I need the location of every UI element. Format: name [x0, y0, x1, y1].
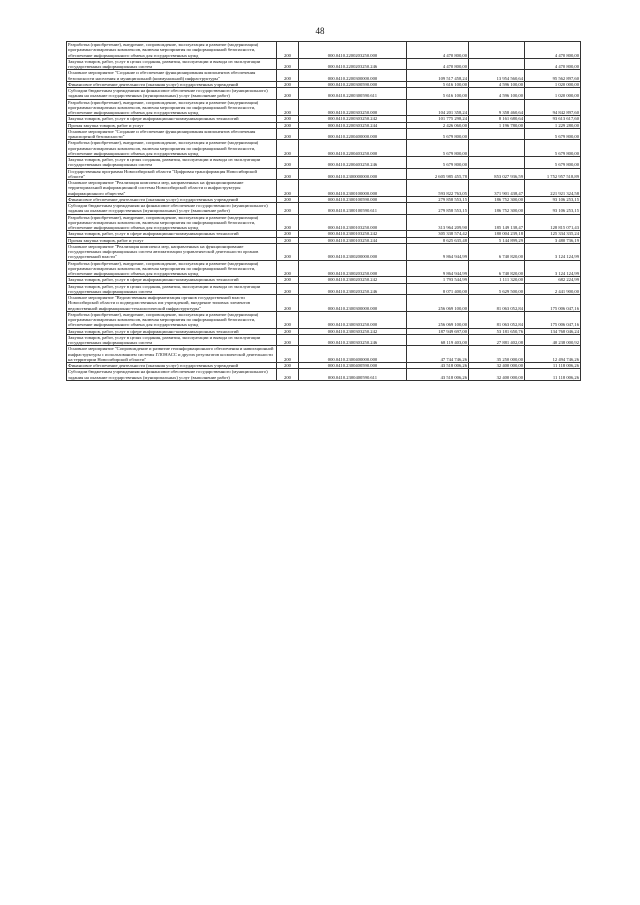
row-classification-code: 000.0410.2300303250.246	[299, 334, 407, 346]
table-row	[67, 99, 581, 116]
row-amount-2: 4 596 100,00	[469, 81, 525, 87]
row-classification-code: 000.0410.2300203250.000	[299, 260, 407, 277]
table-row	[67, 157, 581, 169]
row-code: 200	[277, 168, 299, 180]
row-classification-code: 000.0410.2200303250.244	[299, 122, 407, 128]
table-row	[67, 42, 581, 59]
row-amount-2: 6 740 820,00	[469, 243, 525, 260]
row-name: Основное мероприятие "Реализация комплекса мер, направленных на функционирование территориальной информационной системы Новосибирской области и инфраструктуры информационного общества"	[67, 180, 277, 197]
row-code: 200	[277, 346, 299, 363]
row-total-amount: 5 679 800,00	[407, 157, 469, 169]
row-classification-code: 000.0410.2300100590.000	[299, 196, 407, 202]
row-amount-2: 186 752 300,00	[469, 203, 525, 215]
row-classification-code: 000.0410.2300100590.611	[299, 203, 407, 215]
row-total-amount: 43 518 006,26	[407, 363, 469, 369]
row-amount-3: 93 106 253,15	[525, 196, 581, 202]
row-amount-3: 1 020 000,00	[525, 81, 581, 87]
row-classification-code: 000.0410.2200203250.000	[299, 42, 407, 59]
row-amount-3: 1 020 000,00	[525, 88, 581, 100]
row-amount-3: 128 815 071,43	[525, 214, 581, 231]
row-code: 200	[277, 328, 299, 334]
table-row	[67, 283, 581, 295]
row-amount-3: 95 562 897,60	[525, 70, 581, 82]
table-row	[67, 70, 581, 82]
row-name: Основное мероприятие "Реализация комплекса мер, направленных на функционирование государственных информационных систем автоматизации управленческой деятельности органов государственной власти"	[67, 243, 277, 260]
row-amount-2: 1 196 780,00	[469, 122, 525, 128]
row-code: 200	[277, 260, 299, 277]
row-code: 200	[277, 283, 299, 295]
row-amount-2: 5 629 500,00	[469, 283, 525, 295]
row-name: Основное мероприятие "Сопровождение и развитие геоинформационного обеспечения и навигационной инфраструктуры с использованием системы ГЛОНАСС и других результатов космической деятельности на территории Новосибирской области"	[67, 346, 277, 363]
row-amount-2: 371 901 438,47	[469, 180, 525, 197]
budget-table-body	[67, 42, 581, 381]
table-row	[67, 243, 581, 260]
row-total-amount: 2 426 060,00	[407, 122, 469, 128]
row-amount-2: 1 111 320,00	[469, 277, 525, 283]
row-amount-2: 81 063 052,84	[469, 311, 525, 328]
row-name: Субсидии бюджетным учреждениям на финансовое обеспечение государственного (муниципального) задания на оказание государственных (муниципальных) услуг (выполнение работ)	[67, 369, 277, 381]
budget-table	[66, 41, 581, 381]
row-total-amount: 4 470 800,00	[407, 42, 469, 59]
table-row	[67, 58, 581, 70]
row-amount-3: 2 441 900,00	[525, 283, 581, 295]
row-amount-2: 35 250 000,00	[469, 346, 525, 363]
table-row	[67, 369, 581, 381]
row-total-amount: 5 616 100,00	[407, 88, 469, 100]
row-name: Основное мероприятие "Создание и обеспечение функционирования компонентов обеспечения безопасности населения и муниципальной (коммунальной) инфраструктуры"	[67, 70, 277, 82]
row-code: 200	[277, 140, 299, 157]
row-classification-code: 000.0410.2300103250.000	[299, 214, 407, 231]
row-amount-3: 11 118 006,26	[525, 363, 581, 369]
row-amount-2: 186 752 300,00	[469, 196, 525, 202]
row-amount-2: 6 740 820,00	[469, 260, 525, 277]
row-classification-code: 000.0410.2300103250.242	[299, 231, 407, 237]
row-amount-3: 93 613 617,60	[525, 116, 581, 122]
row-classification-code: 000.0410.2300400590.611	[299, 369, 407, 381]
row-code: 200	[277, 42, 299, 59]
row-total-amount: 109 517 458,24	[407, 70, 469, 82]
row-total-amount: 8 071 400,00	[407, 283, 469, 295]
row-amount-2: 185 149 138,47	[469, 214, 525, 231]
row-classification-code: 000.0410.2200403250.000	[299, 140, 407, 157]
row-name: Финансовое обеспечение деятельности (оказания услуг) государственных учреждений	[67, 196, 277, 202]
row-code: 200	[277, 116, 299, 122]
row-code: 200	[277, 295, 299, 312]
row-classification-code: 000.0410.2200303250.242	[299, 116, 407, 122]
row-name: Основное мероприятие "Создание и обеспечение функционирования компонентов обеспечения транспортной безопасности"	[67, 128, 277, 140]
row-amount-2	[469, 128, 525, 140]
row-total-amount: 593 822 763,05	[407, 180, 469, 197]
row-amount-2: 81 063 052,84	[469, 295, 525, 312]
row-amount-2: 9 358 460,64	[469, 99, 525, 116]
row-total-amount: 9 864 944,99	[407, 243, 469, 260]
table-row	[67, 88, 581, 100]
row-code: 200	[277, 88, 299, 100]
row-amount-2: 8 161 680,64	[469, 116, 525, 122]
row-name: Прочая закупка товаров, работ и услуг	[67, 237, 277, 243]
row-code: 200	[277, 231, 299, 237]
table-row	[67, 346, 581, 363]
row-name: Закупка товаров, работ, услуг в сфере информационно-коммуникационных технологий	[67, 116, 277, 122]
table-row	[67, 180, 581, 197]
row-classification-code: 000.0410.2200303250.000	[299, 99, 407, 116]
row-name: Закупка товаров, работ, услуг в целях создания, развития, эксплуатации и вывода из эксплуатации государственных информационных систем	[67, 157, 277, 169]
row-classification-code: 000.0410.2300303250.242	[299, 328, 407, 334]
row-code: 200	[277, 203, 299, 215]
table-row	[67, 128, 581, 140]
row-name: Субсидии бюджетным учреждениям на финансовое обеспечение государственного (муниципального) задания на оказание государственных (муниципальных) услуг (выполнение работ)	[67, 88, 277, 100]
row-amount-3: 3 124 124,99	[525, 260, 581, 277]
row-total-amount: 5 616 100,00	[407, 81, 469, 87]
row-amount-3: 5 679 800,00	[525, 140, 581, 157]
row-amount-3: 4 470 800,00	[525, 42, 581, 59]
row-classification-code: 000.0410.2300203250.242	[299, 277, 407, 283]
row-classification-code: 000.0410.2300000000.000	[299, 168, 407, 180]
row-name: Разработка (приобретение), внедрение, сопровождение, эксплуатация и развитие (модернизация) программно-аппаратных комплексов, включая мероприятия по информационной безопасности, обеспечение информационного обмена для государственных нужд	[67, 140, 277, 157]
table-row	[67, 214, 581, 231]
row-name: Закупка товаров, работ, услуг в сфере информационно-коммуникационных технологий	[67, 231, 277, 237]
row-classification-code: 000.0410.2300103250.244	[299, 237, 407, 243]
table-row	[67, 334, 581, 346]
row-classification-code: 000.0410.2300400590.000	[299, 363, 407, 369]
row-code: 200	[277, 334, 299, 346]
row-amount-2: 4 596 100,00	[469, 88, 525, 100]
row-total-amount: 104 201 358,24	[407, 99, 469, 116]
row-classification-code: 000.0410.2300303250.000	[299, 311, 407, 328]
row-name: Закупка товаров, работ, услуг в сфере информационно-коммуникационных технологий	[67, 277, 277, 283]
row-amount-3: 682 224,99	[525, 277, 581, 283]
row-amount-3: 4 470 800,00	[525, 58, 581, 70]
row-amount-3: 134 768 046,24	[525, 328, 581, 334]
row-total-amount: 313 964 209,90	[407, 214, 469, 231]
row-name: Разработка (приобретение), внедрение, сопровождение, эксплуатация и развитие (модернизация) программно-аппаратных комплексов, включая мероприятия по информационной безопасности, обеспечение информационного обмена для государственных нужд	[67, 99, 277, 116]
table-row	[67, 311, 581, 328]
row-code: 200	[277, 157, 299, 169]
row-name: Закупка товаров, работ, услуг в целях создания, развития, эксплуатации и вывода из эксплуатации государственных информационных систем	[67, 58, 277, 70]
row-name: Финансовое обеспечение деятельности (оказания услуг) государственных учреждений	[67, 363, 277, 369]
row-code: 200	[277, 70, 299, 82]
row-code: 200	[277, 81, 299, 87]
table-row	[67, 168, 581, 180]
row-total-amount: 5 679 800,00	[407, 128, 469, 140]
row-name: Разработка (приобретение), внедрение, сопровождение, эксплуатация и развитие (модернизация) программно-аппаратных комплексов, включая мероприятия по информационной безопасности, обеспечение информационного обмена для государственных нужд	[67, 42, 277, 59]
row-amount-2	[469, 42, 525, 59]
row-amount-2: 13 954 560,64	[469, 70, 525, 82]
row-total-amount: 43 518 006,26	[407, 369, 469, 381]
row-amount-3: 175 006 047,16	[525, 311, 581, 328]
row-amount-2	[469, 140, 525, 157]
row-classification-code: 000.0410.2200300590.000	[299, 81, 407, 87]
row-classification-code: 000.0410.2200403250.246	[299, 157, 407, 169]
row-total-amount: 8 625 635,48	[407, 237, 469, 243]
page-number: 48	[315, 26, 325, 36]
row-amount-3: 175 006 047,16	[525, 295, 581, 312]
row-code: 200	[277, 243, 299, 260]
row-code: 200	[277, 58, 299, 70]
row-total-amount: 4 470 800,00	[407, 58, 469, 70]
row-name: Закупка товаров, работ, услуг в целях создания, развития, эксплуатации и вывода из эксплуатации государственных информационных систем	[67, 283, 277, 295]
row-classification-code: 000.0410.2200203250.246	[299, 58, 407, 70]
row-code: 200	[277, 180, 299, 197]
row-name: Разработка (приобретение), внедрение, сопровождение, эксплуатация и развитие (модернизация) программно-аппаратных комплексов, включая мероприятия по информационной безопасности, обеспечение информационного обмена для государственных нужд	[67, 260, 277, 277]
row-total-amount: 305 338 574,42	[407, 231, 469, 237]
row-classification-code: 000.0410.2300203250.246	[299, 283, 407, 295]
row-total-amount: 1 793 544,99	[407, 277, 469, 283]
table-row	[67, 140, 581, 157]
row-code: 200	[277, 369, 299, 381]
row-amount-3: 12 494 746,26	[525, 346, 581, 363]
row-code: 200	[277, 128, 299, 140]
row-amount-2: 5 144 899,29	[469, 237, 525, 243]
row-amount-3: 11 118 006,26	[525, 369, 581, 381]
row-name: Закупка товаров, работ, услуг в целях создания, развития, эксплуатации и вывода из эксплуатации государственных информационных систем	[67, 334, 277, 346]
row-name: Субсидии бюджетным учреждениям на финансовое обеспечение государственного (муниципального) задания на оказание государственных (муниципальных) услуг (выполнение работ)	[67, 203, 277, 215]
row-name: Прочая закупка товаров, работ и услуг	[67, 122, 277, 128]
row-total-amount: 256 069 100,00	[407, 295, 469, 312]
row-amount-2: 27 881 402,08	[469, 334, 525, 346]
row-total-amount: 101 775 298,24	[407, 116, 469, 122]
row-amount-3: 93 106 253,15	[525, 203, 581, 215]
row-code: 200	[277, 277, 299, 283]
row-total-amount: 279 858 553,15	[407, 203, 469, 215]
row-amount-3: 1 229 280,00	[525, 122, 581, 128]
row-amount-3: 125 334 335,24	[525, 231, 581, 237]
row-amount-2	[469, 58, 525, 70]
row-code: 200	[277, 196, 299, 202]
row-total-amount: 47 744 746,26	[407, 346, 469, 363]
row-amount-3: 40 238 000,92	[525, 334, 581, 346]
row-code: 200	[277, 99, 299, 116]
row-classification-code: 000.0410.2300400000.000	[299, 346, 407, 363]
row-code: 200	[277, 214, 299, 231]
row-amount-3: 94 842 897,60	[525, 99, 581, 116]
row-code: 200	[277, 363, 299, 369]
table-row	[67, 203, 581, 215]
row-classification-code: 000.0410.2200300000.000	[299, 70, 407, 82]
row-classification-code: 000.0410.2300200000.000	[299, 243, 407, 260]
row-total-amount: 5 679 800,00	[407, 140, 469, 157]
row-total-amount: 256 069 100,00	[407, 311, 469, 328]
row-amount-3: 5 679 800,00	[525, 157, 581, 169]
row-classification-code: 000.0410.2300300000.000	[299, 295, 407, 312]
row-total-amount: 187 949 697,00	[407, 328, 469, 334]
row-amount-2: 53 181 650,76	[469, 328, 525, 334]
row-name: Разработка (приобретение), внедрение, сопровождение, эксплуатация и развитие (модернизация) программно-аппаратных комплексов, включая мероприятия по информационной безопасности, обеспечение информационного обмена для государственных нужд	[67, 311, 277, 328]
row-amount-3: 3 480 736,19	[525, 237, 581, 243]
row-amount-2: 853 027 936,59	[469, 168, 525, 180]
row-amount-3: 5 679 800,00	[525, 128, 581, 140]
row-classification-code: 000.0410.2200400000.000	[299, 128, 407, 140]
row-name: Основное мероприятие "Ведомственная информатизация органов государственной власти Новосибирской области и подведомственных им учреждений, внедрение типовых элементов ведомственной информационно-технологической инфраструктуры"	[67, 295, 277, 312]
row-classification-code: 000.0410.2300100000.000	[299, 180, 407, 197]
row-total-amount: 9 864 944,99	[407, 260, 469, 277]
row-name: Разработка (приобретение), внедрение, сопровождение, эксплуатация и развитие (модернизация) программно-аппаратных комплексов, включая мероприятия по информационной безопасности, обеспечение информационного обмена для государственных нужд	[67, 214, 277, 231]
row-code: 200	[277, 311, 299, 328]
row-amount-3: 1 752 957 518,89	[525, 168, 581, 180]
row-code: 200	[277, 122, 299, 128]
row-classification-code: 000.0410.2200300590.611	[299, 88, 407, 100]
row-amount-2	[469, 157, 525, 169]
row-total-amount: 68 119 403,00	[407, 334, 469, 346]
row-name: Финансовое обеспечение деятельности (оказания услуг) государственных учреждений	[67, 81, 277, 87]
row-amount-3: 3 124 124,99	[525, 243, 581, 260]
row-total-amount: 279 858 553,15	[407, 196, 469, 202]
row-name: Государственная программа Новосибирской области "Цифровая трансформация Новосибирской области"	[67, 168, 277, 180]
table-row	[67, 295, 581, 312]
row-amount-2: 180 004 239,18	[469, 231, 525, 237]
row-amount-2: 32 400 000,00	[469, 363, 525, 369]
row-amount-3: 221 921 324,58	[525, 180, 581, 197]
table-row	[67, 260, 581, 277]
row-amount-2: 32 400 000,00	[469, 369, 525, 381]
row-total-amount: 2 605 985 455,78	[407, 168, 469, 180]
row-name: Закупка товаров, работ, услуг в сфере информационно-коммуникационных технологий	[67, 328, 277, 334]
row-code: 200	[277, 237, 299, 243]
